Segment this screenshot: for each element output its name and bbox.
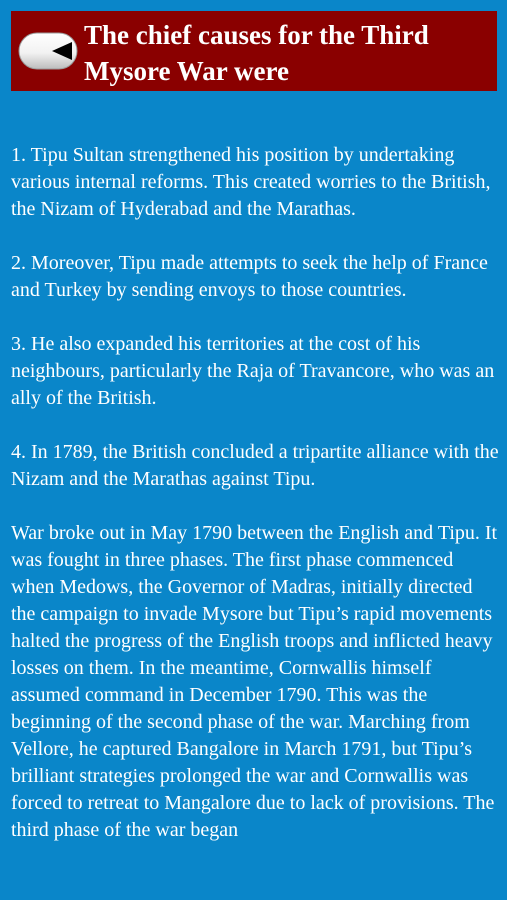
cause-paragraph-2: 2. Moreover, Tipu made attempts to seek the help of France and Turkey by sending envoys to those countries. xyxy=(11,252,488,301)
cause-paragraph-1: 1. Tipu Sultan strengthened his position by undertaking various internal reforms. This created worries to the British, the Nizam of Hyderabad and the Marathas. xyxy=(11,144,491,220)
title-bar xyxy=(11,11,497,91)
cause-paragraph-3: 3. He also expanded his territories at the cost of his neighbours, particularly the Raja of Travancore, who was an ally of the British. xyxy=(11,333,495,409)
article-body xyxy=(11,142,501,871)
war-narrative-paragraph: War broke out in May 1790 between the English and Tipu. It was fought in three phases. The first phase commenced when Medows, the Governor of Madras, initially directed the campaign to invade Mysore but Tipu’s rapid movements halted the progress of the English troops and inflicted heavy losses on them. In the meantime, Cornwallis himself assumed command in December 1790. This was the beginning of the second phase of the war. Marching from Vellore, he captured Bangalore in March 1791, but Tipu’s brilliant strategies prolonged the war and Cornwallis was forced to retreat to Mangalore due to lack of provisions. The third phase of the war began xyxy=(11,522,498,841)
cause-paragraph-4: 4. In 1789, the British concluded a tripartite alliance with the Nizam and the Marathas against Tipu. xyxy=(11,441,499,490)
back-button[interactable] xyxy=(18,32,78,70)
back-arrow-icon xyxy=(18,32,78,70)
page-title: The chief causes for the Third Mysore War were xyxy=(84,20,429,86)
